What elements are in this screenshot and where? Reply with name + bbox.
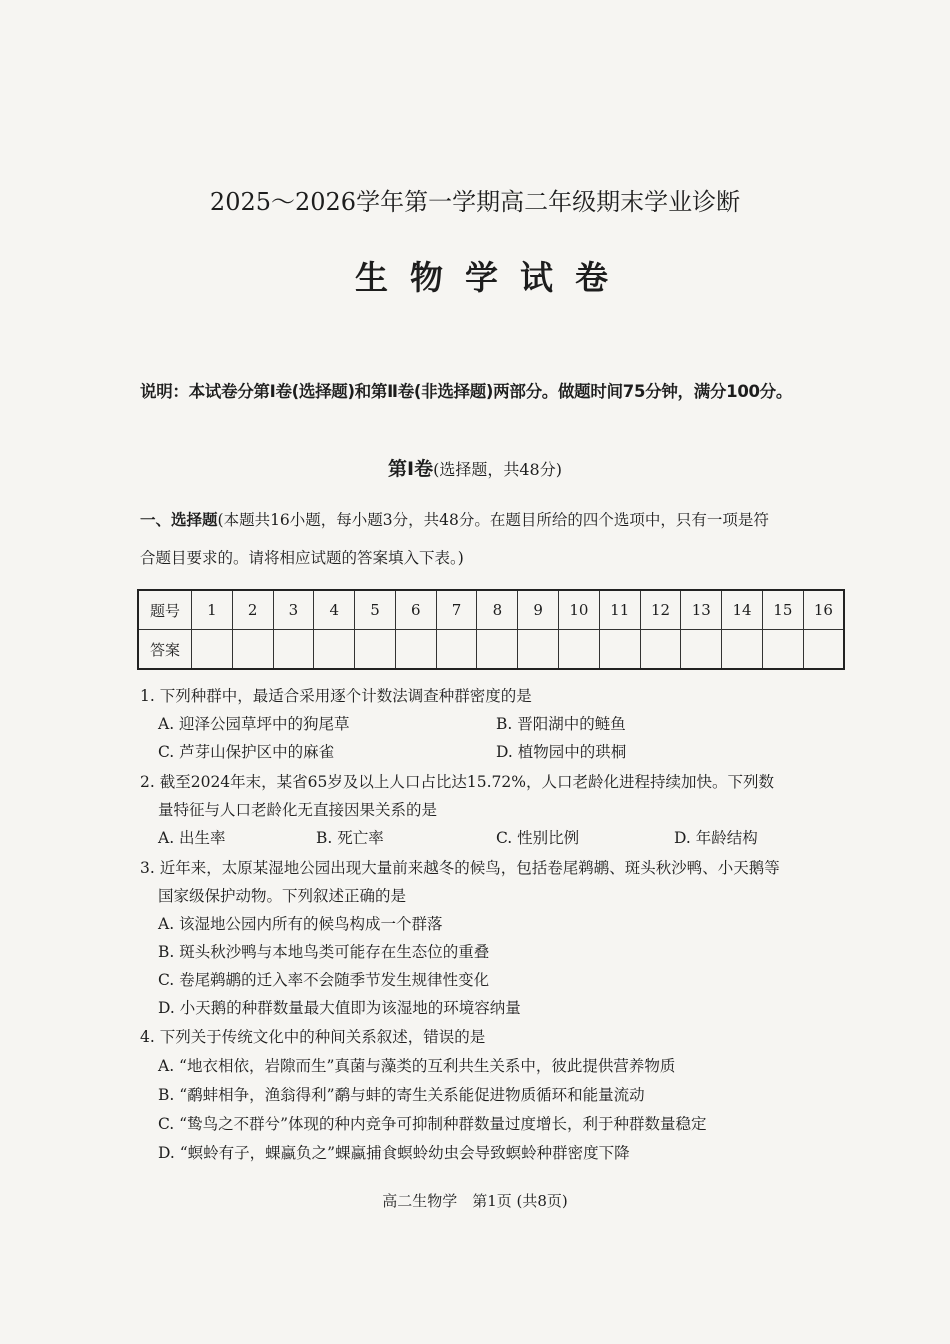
question-2-stem-line1: 2. 截至2024年末，某省65岁及以上人口占比达15.72%，人口老龄化进程持续加快。下列数 [140, 773, 774, 791]
question-number: 8 [477, 590, 518, 630]
answer-cell[interactable] [640, 630, 681, 670]
question-number: 2 [232, 590, 273, 630]
answer-cell[interactable] [436, 630, 477, 670]
question-number: 5 [355, 590, 396, 630]
question-4-option-b[interactable]: B. “鹬蚌相争，渔翁得利”鹬与蚌的寄生关系能促进物质循环和能量流动 [158, 1086, 645, 1104]
question-number: 7 [436, 590, 477, 630]
question-number: 11 [599, 590, 640, 630]
question-number: 16 [803, 590, 844, 630]
exam-title: 2025～2026学年第一学期高二年级期末学业诊断 [209, 188, 741, 216]
question-3-option-d[interactable]: D. 小天鹅的种群数量最大值即为该湿地的环境容纳量 [158, 999, 521, 1017]
question-1-option-c[interactable]: C. 芦芽山保护区中的麻雀 [158, 743, 335, 761]
answer-cell[interactable] [681, 630, 722, 670]
volume-heading [0, 454, 950, 481]
question-number: 3 [273, 590, 314, 630]
answer-cell[interactable] [355, 630, 396, 670]
answer-cell[interactable] [192, 630, 233, 670]
section-heading [140, 508, 769, 530]
answer-cell[interactable] [273, 630, 314, 670]
question-number: 10 [559, 590, 600, 630]
question-3-stem-line2: 国家级保护动物。下列叙述正确的是 [158, 887, 407, 905]
question-1-option-d[interactable]: D. 植物园中的珙桐 [496, 743, 627, 761]
question-number: 4 [314, 590, 355, 630]
question-4-option-a[interactable]: A. “地衣相依，岩隙而生”真菌与藻类的互利共生关系中，彼此提供营养物质 [158, 1057, 676, 1075]
answer-cell[interactable] [762, 630, 803, 670]
answer-cell[interactable] [314, 630, 355, 670]
question-3-stem-line1: 3. 近年来，太原某湿地公园出现大量前来越冬的候鸟，包括卷尾鹈鹕、斑头秋沙鸭、小天鹅等 [140, 859, 780, 877]
question-1-stem: 1. 下列种群中，最适合采用逐个计数法调查种群密度的是 [140, 687, 532, 705]
volume-note: (选择题，共48分) [433, 460, 562, 479]
answer-cell[interactable] [803, 630, 844, 670]
question-2-option-a[interactable]: A. 出生率 [158, 829, 226, 847]
section-title: 一、选择题 [140, 511, 218, 529]
question-1-option-a[interactable]: A. 迎泽公园草坪中的狗尾草 [158, 715, 350, 733]
answer-cell[interactable] [518, 630, 559, 670]
question-4-option-c[interactable]: C. “鸷鸟之不群兮”体现的种内竞争可抑制种群数量过度增长，利于种群数量稳定 [158, 1115, 707, 1133]
volume-name: 第Ⅰ卷 [388, 458, 434, 480]
question-number: 9 [518, 590, 559, 630]
section-desc-line2: 合题目要求的。请将相应试题的答案填入下表。) [140, 549, 464, 567]
question-1-option-b[interactable]: B. 晋阳湖中的鲢鱼 [496, 715, 626, 733]
answer-table-answer-row [138, 630, 844, 670]
question-number: 15 [762, 590, 803, 630]
question-3-option-b[interactable]: B. 斑头秋沙鸭与本地鸟类可能存在生态位的重叠 [158, 943, 490, 961]
question-number: 6 [395, 590, 436, 630]
question-2-option-c[interactable]: C. 性别比例 [496, 829, 580, 847]
answer-cell[interactable] [722, 630, 763, 670]
question-2-stem-line2: 量特征与人口老龄化无直接因果关系的是 [158, 801, 438, 819]
page-footer: 高二生物学 第1页 (共8页) [382, 1192, 568, 1210]
question-3-option-a[interactable]: A. 该湿地公园内所有的候鸟构成一个群落 [158, 915, 443, 933]
answer-cell[interactable] [232, 630, 273, 670]
question-number: 13 [681, 590, 722, 630]
answer-cell[interactable] [395, 630, 436, 670]
row-label-answer: 答案 [138, 630, 192, 670]
exam-subtitle: 生物学试卷 [355, 258, 630, 297]
question-4-option-d[interactable]: D. “螟蛉有子，蜾蠃负之”蜾蠃捕食螟蛉幼虫会导致螟蛉种群密度下降 [158, 1144, 630, 1162]
row-label-number: 题号 [138, 590, 192, 630]
question-3-option-c[interactable]: C. 卷尾鹈鹕的迁入率不会随季节发生规律性变化 [158, 971, 490, 989]
question-number: 1 [192, 590, 233, 630]
question-2-option-b[interactable]: B. 死亡率 [316, 829, 384, 847]
answer-table [137, 589, 845, 670]
answer-cell[interactable] [477, 630, 518, 670]
answer-cell[interactable] [559, 630, 600, 670]
question-number: 14 [722, 590, 763, 630]
answer-table-number-row [138, 590, 844, 630]
section-desc-line1: (本题共16小题，每小题3分，共48分。在题目所给的四个选项中，只有一项是符 [217, 511, 769, 529]
answer-cell[interactable] [599, 630, 640, 670]
instructions: 说明：本试卷分第Ⅰ卷(选择题)和第Ⅱ卷(非选择题)两部分。做题时间75分钟，满分100分。 [140, 382, 793, 401]
question-2-option-d[interactable]: D. 年龄结构 [674, 829, 758, 847]
question-4-stem: 4. 下列关于传统文化中的种间关系叙述，错误的是 [140, 1028, 486, 1046]
question-number: 12 [640, 590, 681, 630]
